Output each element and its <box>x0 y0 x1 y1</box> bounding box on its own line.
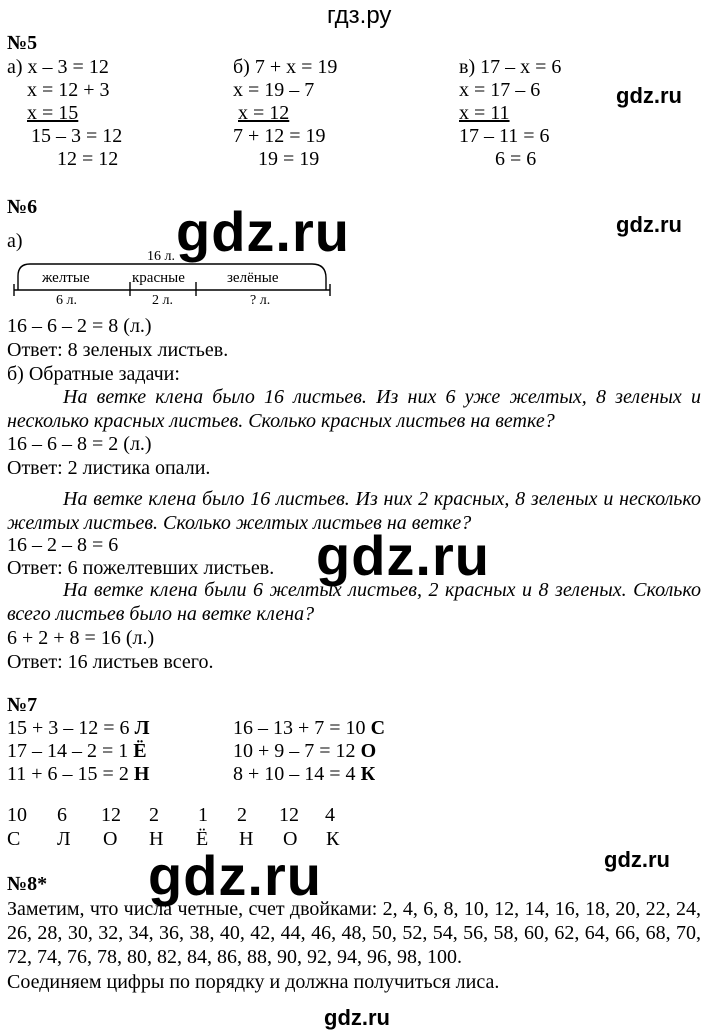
inverse-task-3: На ветке клена были 6 желтых листьев, 2 красных и 8 зеленых. Сколько всего листьев было на ветке клена? <box>7 579 701 625</box>
calc-letter: Л <box>134 717 150 739</box>
equation-c-check: 17 – 11 = 6 <box>459 125 550 147</box>
equation-c-check: 6 = 6 <box>495 148 537 170</box>
equation-a-answer: x = 15 <box>27 102 79 124</box>
calc-letter: О <box>360 740 377 762</box>
calc-row <box>233 764 375 784</box>
code-number: 1 <box>198 804 208 826</box>
value-yellow: 6 л. <box>56 293 77 308</box>
equation-a-line: x = 12 + 3 <box>27 79 110 101</box>
solution-1: 16 – 6 – 8 = 2 (л.) <box>7 433 152 455</box>
equation-c-line: x = 17 – 6 <box>459 79 541 101</box>
task-8-text: Заметим, что числа четные, счет двойками: 2, 4, 6, 8, 10, 12, 14, 16, 18, 20, 22, 24, 26, 28, 30, 32, 34, 36, 38, 40, 42, 44, 46, 48, 50, 52, 54, 56, 58, 60, 62, 64, 66, 68, 70, 72, 74, 76, 78, 80, 82, 84, 86, 88, 90, 92, 94, 96, 98, 100. <box>7 898 701 968</box>
inverse-task-2: На ветке клена было 16 листьев. Из них 2 красных, 8 зеленых и несколько желтых листьев. Сколько желтых листьев на ветке? <box>7 488 701 534</box>
equation-a-check: 15 – 3 = 12 <box>31 125 123 147</box>
part-b-label: б) Обратные задачи: <box>7 363 180 385</box>
calc-expression: 8 + 10 – 14 = 4 <box>233 763 356 785</box>
equation-c-answer: x = 11 <box>459 102 510 124</box>
calc-row <box>7 718 149 738</box>
code-number: 10 <box>7 804 27 826</box>
solution-3: 6 + 2 + 8 = 16 (л.) <box>7 627 155 649</box>
watermark: gdz.ru <box>316 524 490 587</box>
code-number: 2 <box>237 804 247 826</box>
watermark: gdz.ru <box>176 200 350 263</box>
task-8-conclusion: Соединяем цифры по порядку и должна получиться лиса. <box>7 971 500 993</box>
solution-2: 16 – 2 – 8 = 6 <box>7 534 119 556</box>
code-number: 4 <box>325 804 335 826</box>
equation-c-line: в) 17 – x = 6 <box>459 56 562 78</box>
answer-3: Ответ: 16 листьев всего. <box>7 651 214 673</box>
code-letter: Н <box>239 828 254 850</box>
calc-row <box>233 718 385 738</box>
segment-green: зелёные <box>227 270 279 286</box>
watermark: gdz.ru <box>616 212 682 237</box>
task-7-heading: №7 <box>7 694 38 716</box>
watermark: gdz.ru <box>616 83 682 108</box>
calc-expression: 15 + 3 – 12 = 6 <box>7 717 130 739</box>
equation-a-check: 12 = 12 <box>57 148 119 170</box>
diagram-total: 16 л. <box>147 249 175 264</box>
code-letter: С <box>7 828 21 850</box>
calc-letter: К <box>360 763 376 785</box>
inverse-task-1: На ветке клена было 16 листьев. Из них 6 уже желтых, 8 зеленых и несколько красных листьев. Сколько красных листьев на ветке? <box>7 386 701 432</box>
calc-row <box>233 741 376 761</box>
answer-1: Ответ: 2 листика опали. <box>7 457 211 479</box>
watermark: gdz.ru <box>324 1005 390 1030</box>
value-green: ? л. <box>250 293 271 308</box>
equation-b-answer: x = 12 <box>238 102 290 124</box>
answer-2: Ответ: 6 пожелтевших листьев. <box>7 557 275 579</box>
watermark: gdz.ru <box>604 847 670 872</box>
equation-b-check: 7 + 12 = 19 <box>233 125 326 147</box>
calc-expression: 17 – 14 – 2 = 1 <box>7 740 129 762</box>
segment-red: красные <box>132 270 185 286</box>
equation-b-line: б) 7 + x = 19 <box>233 56 338 78</box>
calc-letter: Н <box>133 763 150 785</box>
code-number: 2 <box>149 804 159 826</box>
code-number: 12 <box>101 804 121 826</box>
calc-expression: 16 – 13 + 7 = 10 <box>233 717 366 739</box>
calc-row <box>7 764 149 784</box>
equation-b-line: x = 19 – 7 <box>233 79 315 101</box>
task-5-heading: №5 <box>7 32 38 54</box>
code-number: 6 <box>57 804 67 826</box>
task-6-heading: №6 <box>7 196 38 218</box>
answer-a: Ответ: 8 зеленых листьев. <box>7 339 229 361</box>
code-number: 12 <box>279 804 299 826</box>
code-letter: Н <box>149 828 164 850</box>
solution-a: 16 – 6 – 2 = 8 (л.) <box>7 315 152 337</box>
code-letter: Ё <box>196 828 209 850</box>
calc-expression: 10 + 9 – 7 = 12 <box>233 740 356 762</box>
code-letter: О <box>103 828 118 850</box>
calc-expression: 11 + 6 – 15 = 2 <box>7 763 129 785</box>
value-red: 2 л. <box>152 293 173 308</box>
part-a-label: а) <box>7 230 23 252</box>
watermark: gdz.ru <box>148 844 322 907</box>
code-letter: О <box>283 828 298 850</box>
equation-b-check: 19 = 19 <box>258 148 320 170</box>
calc-letter: Ё <box>133 740 147 762</box>
calc-row <box>7 741 147 761</box>
task-8-heading: №8* <box>7 873 48 895</box>
code-letter: Л <box>57 828 71 850</box>
site-header: гдз.ру <box>327 2 392 29</box>
code-letter: К <box>326 828 340 850</box>
calc-letter: С <box>370 717 386 739</box>
equation-a-line: а) x – 3 = 12 <box>7 56 109 78</box>
segment-yellow: желтые <box>42 270 90 286</box>
